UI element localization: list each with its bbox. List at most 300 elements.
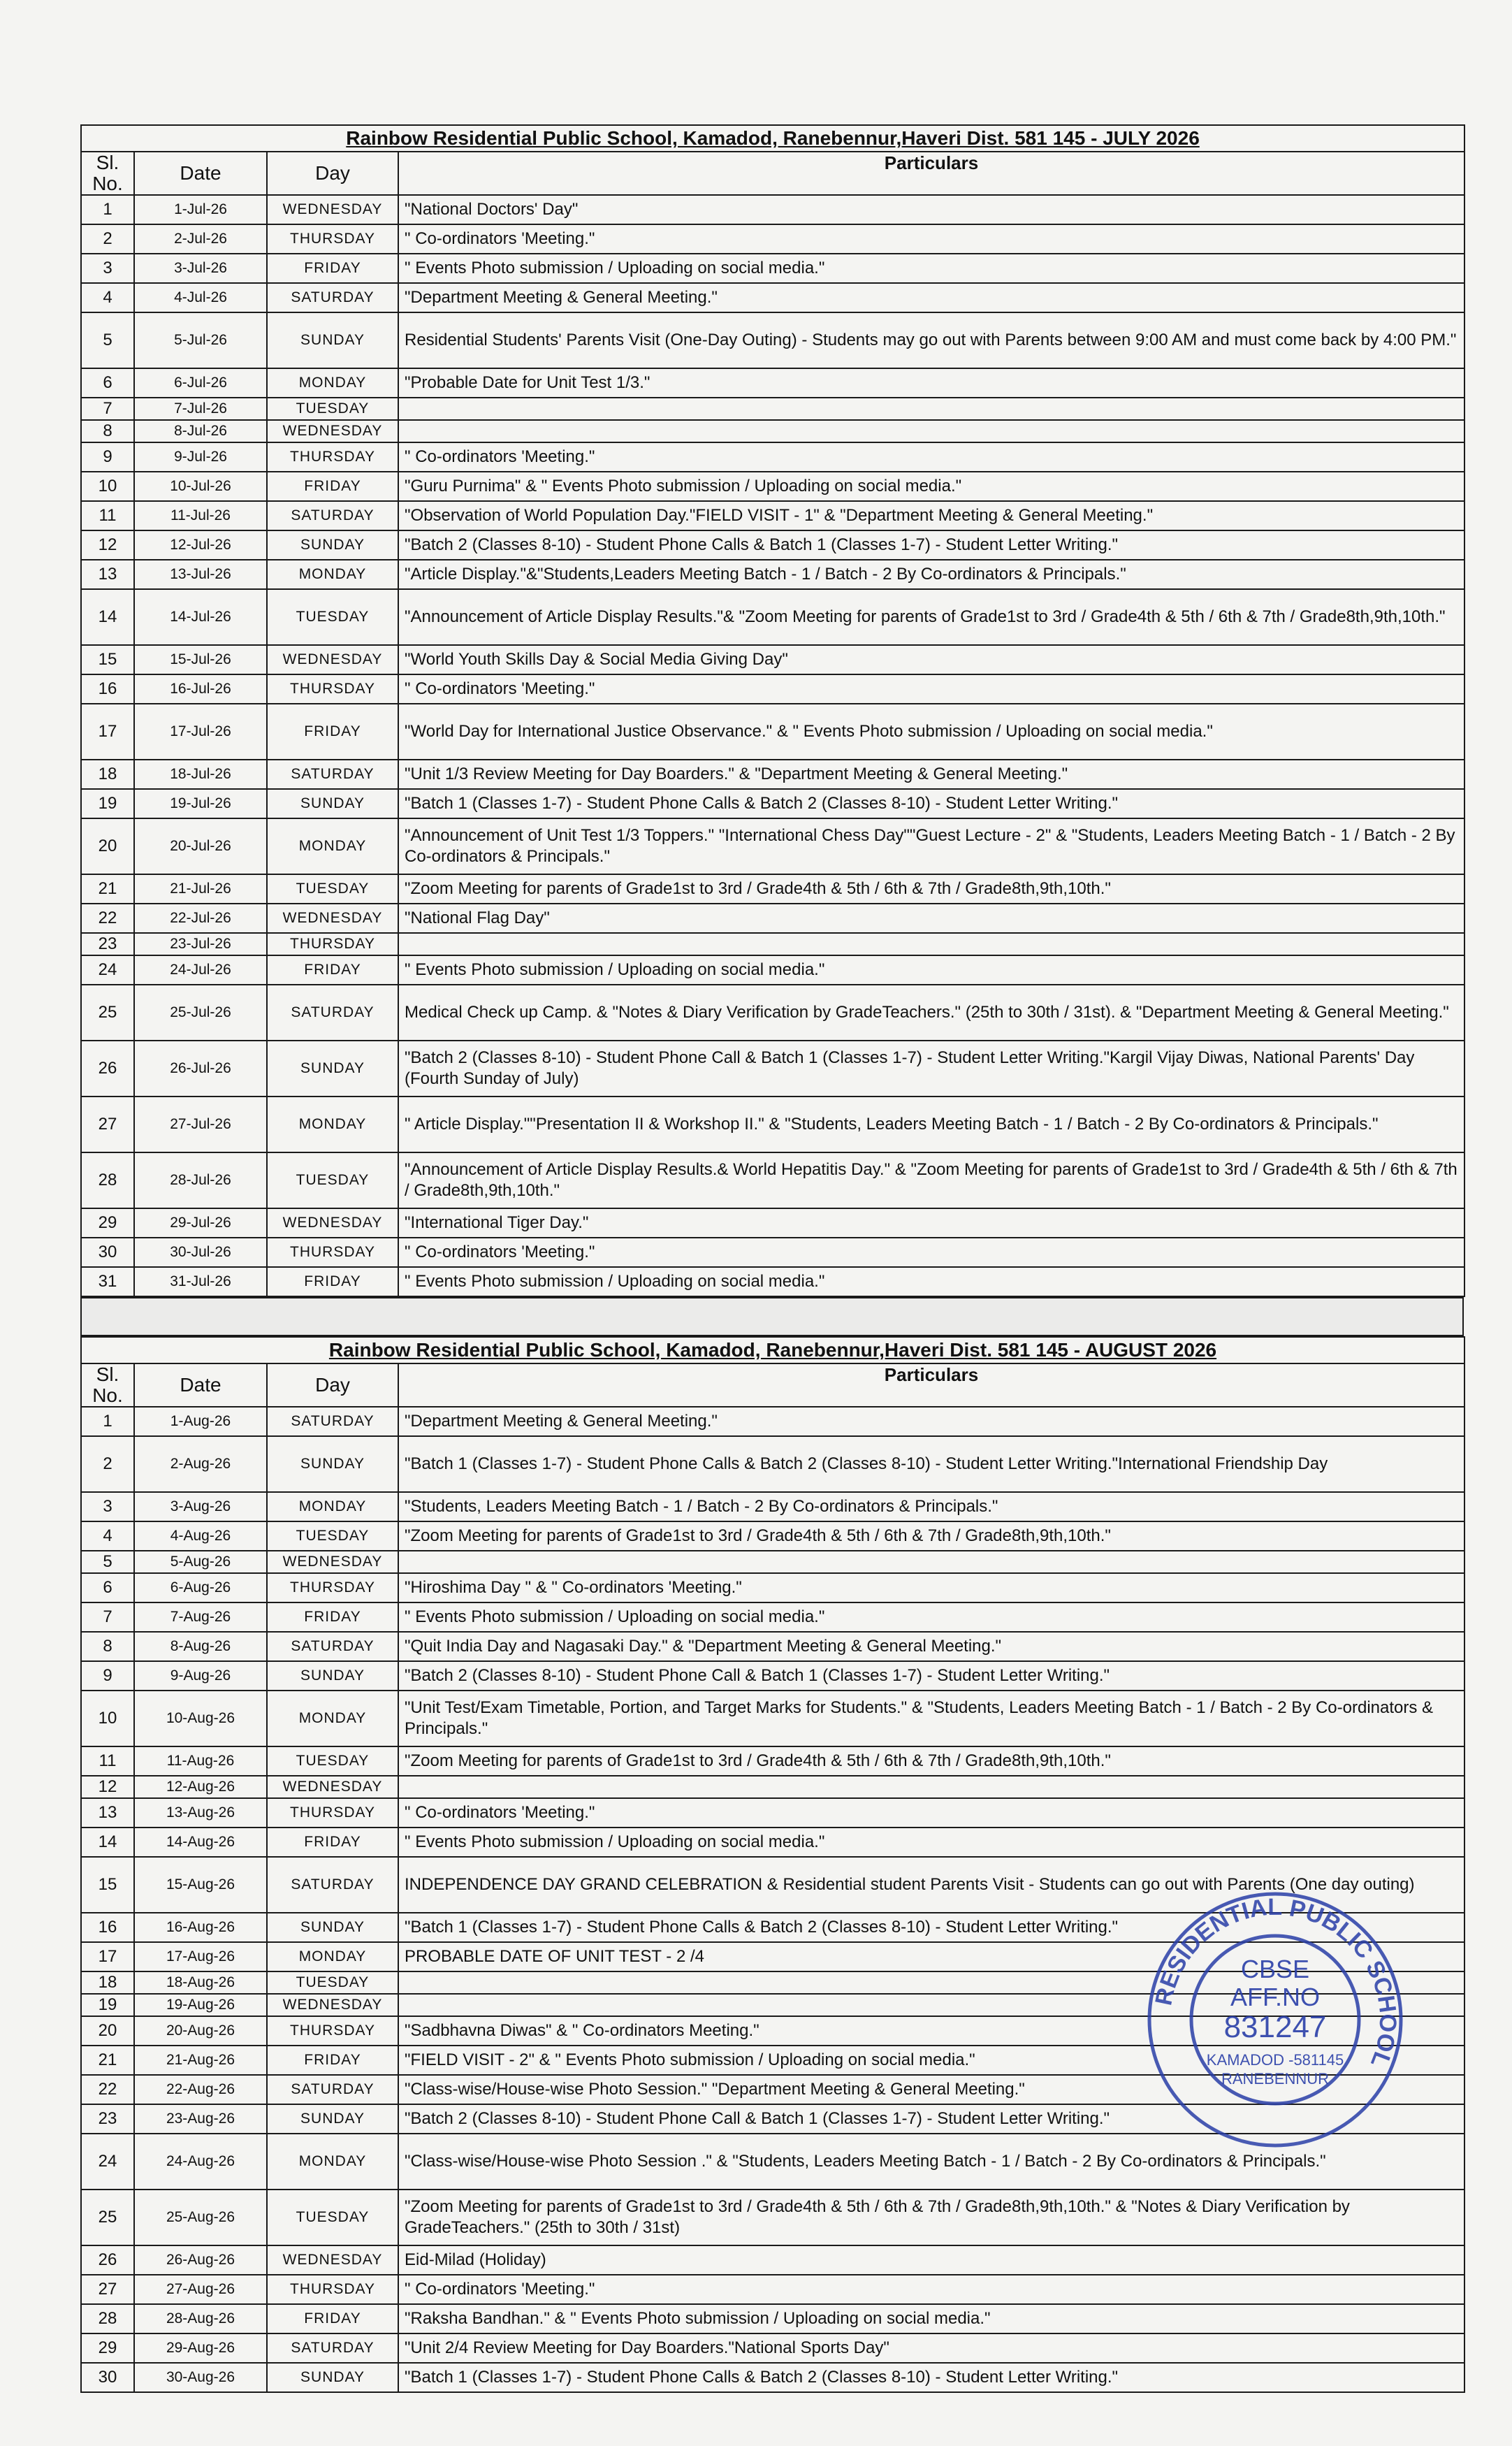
date-cell: 14-Aug-26 <box>134 1828 267 1857</box>
day-cell: MONDAY <box>267 1097 398 1152</box>
day-cell: TUESDAY <box>267 874 398 904</box>
table-row <box>81 1828 1464 1857</box>
date-cell: 18-Jul-26 <box>134 760 267 789</box>
sl-cell: 3 <box>81 1492 134 1521</box>
day-cell: FRIDAY <box>267 1267 398 1296</box>
august-header-row <box>81 1363 1464 1407</box>
date-cell: 7-Jul-26 <box>134 398 267 420</box>
particulars-cell: INDEPENDENCE DAY GRAND CELEBRATION & Residential student Parents Visit - Students can go out with Parents (One day outing) <box>398 1857 1464 1913</box>
day-cell: FRIDAY <box>267 254 398 283</box>
date-cell: 17-Jul-26 <box>134 704 267 760</box>
day-cell: MONDAY <box>267 1691 398 1746</box>
table-row <box>81 501 1464 530</box>
particulars-cell: "Department Meeting & General Meeting." <box>398 283 1464 312</box>
particulars-cell: "Unit Test/Exam Timetable, Portion, and Target Marks for Students." & "Students, Leaders Meeting Batch - 1 / Batch - 2 By Co-ordinators & Principals." <box>398 1691 1464 1746</box>
table-row <box>81 904 1464 933</box>
table-row <box>81 1208 1464 1238</box>
day-cell: SATURDAY <box>267 985 398 1041</box>
table-row <box>81 1521 1464 1551</box>
table-row <box>81 1436 1464 1492</box>
sl-cell: 23 <box>81 933 134 955</box>
sl-cell: 21 <box>81 874 134 904</box>
particulars-cell: Medical Check up Camp. & "Notes & Diary Verification by GradeTeachers." (25th to 30th / 31st). & "Department Meeting & General Meeting." <box>398 985 1464 1041</box>
date-cell: 16-Aug-26 <box>134 1913 267 1942</box>
date-cell: 3-Aug-26 <box>134 1492 267 1521</box>
sl-cell: 25 <box>81 985 134 1041</box>
particulars-cell <box>398 1551 1464 1573</box>
day-cell: TUESDAY <box>267 1971 398 1994</box>
table-row <box>81 645 1464 674</box>
sl-cell: 22 <box>81 2075 134 2104</box>
particulars-cell: " Article Display.""Presentation II & Workshop II." & "Students, Leaders Meeting Batch - 1 / Batch - 2 By Co-ordinators & Principals." <box>398 1097 1464 1152</box>
sl-cell: 22 <box>81 904 134 933</box>
spacer-table <box>80 1297 1464 1336</box>
date-cell: 14-Jul-26 <box>134 589 267 645</box>
date-cell: 11-Jul-26 <box>134 501 267 530</box>
date-cell: 23-Jul-26 <box>134 933 267 955</box>
day-cell: TUESDAY <box>267 1521 398 1551</box>
particulars-cell: " Co-ordinators 'Meeting." <box>398 1238 1464 1267</box>
day-header: Day <box>267 1363 398 1407</box>
table-row <box>81 1602 1464 1632</box>
date-cell: 12-Aug-26 <box>134 1776 267 1798</box>
day-cell: FRIDAY <box>267 2304 398 2333</box>
table-row <box>81 674 1464 704</box>
stamp-line5: RANEBENNUR <box>1221 2070 1330 2087</box>
sl-cell: 2 <box>81 1436 134 1492</box>
sl-cell: 26 <box>81 2245 134 2275</box>
sl-cell: 20 <box>81 818 134 874</box>
sl-cell: 8 <box>81 420 134 442</box>
date-cell: 25-Aug-26 <box>134 2190 267 2245</box>
table-row <box>81 1632 1464 1661</box>
date-cell: 19-Jul-26 <box>134 789 267 818</box>
particulars-cell: "Observation of World Population Day."FIELD VISIT - 1" & "Department Meeting & General Meeting." <box>398 501 1464 530</box>
particulars-cell: " Events Photo submission / Uploading on social media." <box>398 1267 1464 1296</box>
day-cell: MONDAY <box>267 1492 398 1521</box>
day-cell: SATURDAY <box>267 283 398 312</box>
date-cell: 30-Jul-26 <box>134 1238 267 1267</box>
stamp-line2: AFF.NO <box>1230 1983 1321 2011</box>
particulars-cell: "Sadbhavna Diwas" & " Co-ordinators Meeting." <box>398 2016 1464 2046</box>
particulars-cell: "Announcement of Article Display Results.& World Hepatitis Day." & "Zoom Meeting for parents of Grade1st to 3rd / Grade4th & 5th / 6th & 7th / Grade8th,9th,10th." <box>398 1152 1464 1208</box>
particulars-cell: " Co-ordinators 'Meeting." <box>398 674 1464 704</box>
date-cell: 24-Aug-26 <box>134 2134 267 2190</box>
table-row <box>81 760 1464 789</box>
sl-cell: 16 <box>81 674 134 704</box>
date-cell: 16-Jul-26 <box>134 674 267 704</box>
sl-cell: 31 <box>81 1267 134 1296</box>
date-cell: 5-Jul-26 <box>134 312 267 368</box>
date-cell: 26-Aug-26 <box>134 2245 267 2275</box>
sl-cell: 4 <box>81 1521 134 1551</box>
particulars-cell: "Announcement of Unit Test 1/3 Toppers." "International Chess Day""Guest Lecture - 2" & "Students, Leaders Meeting Batch - 1 / Batch - 2 By Co-ordinators & Principals." <box>398 818 1464 874</box>
sl-cell: 14 <box>81 1828 134 1857</box>
particulars-cell <box>398 420 1464 442</box>
particulars-cell: " Events Photo submission / Uploading on social media." <box>398 955 1464 985</box>
table-row <box>81 368 1464 398</box>
day-cell: WEDNESDAY <box>267 1776 398 1798</box>
sl-cell: 30 <box>81 2363 134 2392</box>
sl-cell: 13 <box>81 1798 134 1828</box>
sl-cell: 8 <box>81 1632 134 1661</box>
table-row <box>81 985 1464 1041</box>
table-row <box>81 1798 1464 1828</box>
sl-cell: 13 <box>81 560 134 589</box>
day-cell: WEDNESDAY <box>267 1994 398 2016</box>
sl-cell: 3 <box>81 254 134 283</box>
july-table <box>80 124 1465 1297</box>
day-cell: THURSDAY <box>267 1798 398 1828</box>
sl-cell: 27 <box>81 2275 134 2304</box>
sl-cell: 30 <box>81 1238 134 1267</box>
day-cell: TUESDAY <box>267 398 398 420</box>
particulars-cell: "National Flag Day" <box>398 904 1464 933</box>
date-cell: 24-Jul-26 <box>134 955 267 985</box>
table-row <box>81 2275 1464 2304</box>
table-row <box>81 2245 1464 2275</box>
table-row <box>81 1492 1464 1521</box>
table-row <box>81 224 1464 254</box>
sl-cell: 29 <box>81 1208 134 1238</box>
particulars-cell: "Batch 2 (Classes 8-10) - Student Phone Call & Batch 1 (Classes 1-7) - Student Letter Writing."Kargil Vijay Diwas, National Parents' Day (Fourth Sunday of July) <box>398 1041 1464 1097</box>
particulars-cell: "Article Display."&"Students,Leaders Meeting Batch - 1 / Batch - 2 By Co-ordinators & Principals." <box>398 560 1464 589</box>
day-cell: SATURDAY <box>267 1632 398 1661</box>
day-cell: FRIDAY <box>267 2046 398 2075</box>
date-cell: 15-Aug-26 <box>134 1857 267 1913</box>
table-row <box>81 789 1464 818</box>
sl-cell: 18 <box>81 1971 134 1994</box>
day-cell: THURSDAY <box>267 1573 398 1602</box>
date-cell: 2-Aug-26 <box>134 1436 267 1492</box>
table-row <box>81 1776 1464 1798</box>
date-cell: 1-Aug-26 <box>134 1407 267 1436</box>
table-row <box>81 2046 1464 2075</box>
table-row <box>81 1913 1464 1942</box>
table-row <box>81 1551 1464 1573</box>
day-cell: FRIDAY <box>267 472 398 501</box>
particulars-cell: "Batch 2 (Classes 8-10) - Student Phone Call & Batch 1 (Classes 1-7) - Student Letter Writing." <box>398 1661 1464 1691</box>
table-row <box>81 2333 1464 2363</box>
day-cell: SATURDAY <box>267 1407 398 1436</box>
date-cell: 27-Jul-26 <box>134 1097 267 1152</box>
particulars-cell: "Class-wise/House-wise Photo Session ." & "Students, Leaders Meeting Batch - 1 / Batch - 2 By Co-ordinators & Principals." <box>398 2134 1464 2190</box>
sl-cell: 1 <box>81 195 134 224</box>
date-cell: 21-Aug-26 <box>134 2046 267 2075</box>
particulars-cell: "World Day for International Justice Observance." & " Events Photo submission / Uploading on social media." <box>398 704 1464 760</box>
stamp-line4: KAMADOD -581145 <box>1206 2051 1344 2069</box>
sl-cell: 21 <box>81 2046 134 2075</box>
sl-cell: 11 <box>81 1746 134 1776</box>
particulars-cell: "Zoom Meeting for parents of Grade1st to 3rd / Grade4th & 5th / 6th & 7th / Grade8th,9th,10th." & "Notes & Diary Verification by GradeTeachers." (25th to 30th / 31st) <box>398 2190 1464 2245</box>
sl-cell: 20 <box>81 2016 134 2046</box>
sl-cell: 2 <box>81 224 134 254</box>
date-cell: 8-Jul-26 <box>134 420 267 442</box>
table-row <box>81 312 1464 368</box>
day-cell: MONDAY <box>267 2134 398 2190</box>
date-cell: 29-Aug-26 <box>134 2333 267 2363</box>
day-cell: SATURDAY <box>267 2333 398 2363</box>
date-cell: 10-Jul-26 <box>134 472 267 501</box>
sl-cell: 11 <box>81 501 134 530</box>
date-cell: 12-Jul-26 <box>134 530 267 560</box>
particulars-cell: " Co-ordinators 'Meeting." <box>398 224 1464 254</box>
date-cell: 4-Aug-26 <box>134 1521 267 1551</box>
sl-cell: 9 <box>81 1661 134 1691</box>
sl-cell: 19 <box>81 789 134 818</box>
sl-cell: 12 <box>81 1776 134 1798</box>
day-cell: SUNDAY <box>267 2363 398 2392</box>
sl-cell: 4 <box>81 283 134 312</box>
particulars-cell: "Batch 1 (Classes 1-7) - Student Phone Calls & Batch 2 (Classes 8-10) - Student Letter Writing." <box>398 789 1464 818</box>
sl-cell: 15 <box>81 1857 134 1913</box>
date-cell: 9-Jul-26 <box>134 442 267 472</box>
day-cell: SATURDAY <box>267 760 398 789</box>
date-cell: 19-Aug-26 <box>134 1994 267 2016</box>
day-cell: SUNDAY <box>267 789 398 818</box>
table-row <box>81 1152 1464 1208</box>
particulars-cell: "Batch 1 (Classes 1-7) - Student Phone Calls & Batch 2 (Classes 8-10) - Student Letter Writing."International Friendship Day <box>398 1436 1464 1492</box>
date-header: Date <box>134 152 267 195</box>
particulars-cell: "Quit India Day and Nagasaki Day." & "Department Meeting & General Meeting." <box>398 1632 1464 1661</box>
august-title-row <box>81 1337 1464 1363</box>
day-cell: SUNDAY <box>267 1661 398 1691</box>
particulars-cell: " Co-ordinators 'Meeting." <box>398 1798 1464 1828</box>
particulars-header: Particulars <box>398 152 1464 195</box>
particulars-cell: "FIELD VISIT - 2" & " Events Photo submission / Uploading on social media." <box>398 2046 1464 2075</box>
sl-cell: 24 <box>81 2134 134 2190</box>
stamp-ring-text: RESIDENTIAL PUBLIC SCHOOL <box>1150 1893 1402 2071</box>
day-cell: TUESDAY <box>267 1152 398 1208</box>
sl-cell: 14 <box>81 589 134 645</box>
sl-cell: 29 <box>81 2333 134 2363</box>
particulars-cell: "Batch 1 (Classes 1-7) - Student Phone Calls & Batch 2 (Classes 8-10) - Student Letter Writing." <box>398 1913 1464 1942</box>
table-row <box>81 420 1464 442</box>
particulars-cell: "International Tiger Day." <box>398 1208 1464 1238</box>
day-cell: TUESDAY <box>267 589 398 645</box>
date-cell: 6-Aug-26 <box>134 1573 267 1602</box>
table-row <box>81 398 1464 420</box>
date-cell: 4-Jul-26 <box>134 283 267 312</box>
date-cell: 20-Aug-26 <box>134 2016 267 2046</box>
sl-cell: 18 <box>81 760 134 789</box>
sl-cell: 25 <box>81 2190 134 2245</box>
particulars-cell: "Unit 1/3 Review Meeting for Day Boarders." & "Department Meeting & General Meeting." <box>398 760 1464 789</box>
table-row <box>81 2134 1464 2190</box>
day-cell: SUNDAY <box>267 1913 398 1942</box>
stamp-line3: 831247 <box>1223 2010 1327 2044</box>
sl-cell: 7 <box>81 398 134 420</box>
sl-cell: 15 <box>81 645 134 674</box>
date-cell: 5-Aug-26 <box>134 1551 267 1573</box>
date-cell: 22-Aug-26 <box>134 2075 267 2104</box>
particulars-cell: "Announcement of Article Display Results."& "Zoom Meeting for parents of Grade1st to 3rd / Grade4th & 5th / 6th & 7th / Grade8th,9th,10th." <box>398 589 1464 645</box>
table-row <box>81 2304 1464 2333</box>
sl-cell: 1 <box>81 1407 134 1436</box>
date-cell: 10-Aug-26 <box>134 1691 267 1746</box>
day-cell: SATURDAY <box>267 501 398 530</box>
sl-header: Sl. No. <box>81 152 134 195</box>
particulars-cell: "National Doctors' Day" <box>398 195 1464 224</box>
date-cell: 13-Jul-26 <box>134 560 267 589</box>
day-cell: FRIDAY <box>267 1602 398 1632</box>
sl-cell: 6 <box>81 368 134 398</box>
particulars-cell: "Students, Leaders Meeting Batch - 1 / Batch - 2 By Co-ordinators & Principals." <box>398 1492 1464 1521</box>
sl-cell: 9 <box>81 442 134 472</box>
date-cell: 25-Jul-26 <box>134 985 267 1041</box>
july-title-row <box>81 125 1464 152</box>
day-cell: THURSDAY <box>267 674 398 704</box>
particulars-cell: "Probable Date for Unit Test 1/3." <box>398 368 1464 398</box>
table-row <box>81 1573 1464 1602</box>
day-cell: TUESDAY <box>267 1746 398 1776</box>
sl-cell: 19 <box>81 1994 134 2016</box>
particulars-cell: "Raksha Bandhan." & " Events Photo submission / Uploading on social media." <box>398 2304 1464 2333</box>
day-cell: MONDAY <box>267 560 398 589</box>
day-cell: FRIDAY <box>267 1828 398 1857</box>
date-cell: 21-Jul-26 <box>134 874 267 904</box>
particulars-cell: Eid-Milad (Holiday) <box>398 2245 1464 2275</box>
date-cell: 15-Jul-26 <box>134 645 267 674</box>
day-cell: WEDNESDAY <box>267 904 398 933</box>
sl-cell: 10 <box>81 1691 134 1746</box>
day-cell: FRIDAY <box>267 704 398 760</box>
table-row <box>81 560 1464 589</box>
table-row <box>81 195 1464 224</box>
sl-cell: 7 <box>81 1602 134 1632</box>
day-cell: SATURDAY <box>267 2075 398 2104</box>
sl-cell: 12 <box>81 530 134 560</box>
table-row <box>81 283 1464 312</box>
day-cell: THURSDAY <box>267 933 398 955</box>
date-cell: 13-Aug-26 <box>134 1798 267 1828</box>
particulars-cell <box>398 398 1464 420</box>
particulars-cell <box>398 1776 1464 1798</box>
sl-cell: 5 <box>81 312 134 368</box>
day-cell: MONDAY <box>267 818 398 874</box>
day-cell: THURSDAY <box>267 2275 398 2304</box>
calendar-sheet <box>80 124 1464 2393</box>
day-cell: WEDNESDAY <box>267 1208 398 1238</box>
sl-cell: 23 <box>81 2104 134 2134</box>
sl-cell: 17 <box>81 704 134 760</box>
table-row <box>81 1097 1464 1152</box>
day-cell: WEDNESDAY <box>267 1551 398 1573</box>
table-row <box>81 1971 1464 1994</box>
particulars-cell: "Department Meeting & General Meeting." <box>398 1407 1464 1436</box>
sl-cell: 28 <box>81 1152 134 1208</box>
table-row <box>81 442 1464 472</box>
particulars-cell: "Unit 2/4 Review Meeting for Day Boarders."National Sports Day" <box>398 2333 1464 2363</box>
particulars-cell: " Events Photo submission / Uploading on social media." <box>398 254 1464 283</box>
date-cell: 11-Aug-26 <box>134 1746 267 1776</box>
particulars-cell <box>398 1994 1464 2016</box>
day-cell: SATURDAY <box>267 1857 398 1913</box>
date-cell: 8-Aug-26 <box>134 1632 267 1661</box>
particulars-cell: " Events Photo submission / Uploading on social media." <box>398 1602 1464 1632</box>
sl-cell: 6 <box>81 1573 134 1602</box>
table-row <box>81 2190 1464 2245</box>
day-cell: WEDNESDAY <box>267 195 398 224</box>
table-row <box>81 818 1464 874</box>
particulars-cell: PROBABLE DATE OF UNIT TEST - 2 /4 <box>398 1942 1464 1971</box>
table-row <box>81 1942 1464 1971</box>
day-cell: WEDNESDAY <box>267 2245 398 2275</box>
particulars-cell: "Zoom Meeting for parents of Grade1st to 3rd / Grade4th & 5th / 6th & 7th / Grade8th,9th,10th." <box>398 1521 1464 1551</box>
table-row <box>81 2104 1464 2134</box>
particulars-cell: " Events Photo submission / Uploading on social media." <box>398 1828 1464 1857</box>
date-cell: 26-Jul-26 <box>134 1041 267 1097</box>
august-title: Rainbow Residential Public School, Kamadod, Ranebennur,Haveri Dist. 581 145 - AUGUST 2026 <box>81 1337 1464 1363</box>
date-cell: 2-Jul-26 <box>134 224 267 254</box>
july-header-row <box>81 152 1464 195</box>
table-row <box>81 1041 1464 1097</box>
day-cell: SUNDAY <box>267 2104 398 2134</box>
sl-cell: 24 <box>81 955 134 985</box>
day-cell: SUNDAY <box>267 530 398 560</box>
day-header: Day <box>267 152 398 195</box>
date-cell: 3-Jul-26 <box>134 254 267 283</box>
table-row <box>81 1746 1464 1776</box>
particulars-cell <box>398 933 1464 955</box>
day-cell: SUNDAY <box>267 312 398 368</box>
table-row <box>81 2016 1464 2046</box>
day-cell: THURSDAY <box>267 2016 398 2046</box>
table-row <box>81 1661 1464 1691</box>
particulars-cell: "Zoom Meeting for parents of Grade1st to 3rd / Grade4th & 5th / 6th & 7th / Grade8th,9th,10th." <box>398 874 1464 904</box>
date-cell: 18-Aug-26 <box>134 1971 267 1994</box>
table-row <box>81 704 1464 760</box>
particulars-cell: "Class-wise/House-wise Photo Session." "Department Meeting & General Meeting." <box>398 2075 1464 2104</box>
date-cell: 17-Aug-26 <box>134 1942 267 1971</box>
table-row <box>81 472 1464 501</box>
august-table <box>80 1336 1465 2393</box>
table-row <box>81 1407 1464 1436</box>
day-cell: SUNDAY <box>267 1041 398 1097</box>
table-row <box>81 1238 1464 1267</box>
day-cell: WEDNESDAY <box>267 645 398 674</box>
day-cell: FRIDAY <box>267 955 398 985</box>
day-cell: THURSDAY <box>267 224 398 254</box>
table-row <box>81 955 1464 985</box>
sl-cell: 26 <box>81 1041 134 1097</box>
date-cell: 31-Jul-26 <box>134 1267 267 1296</box>
particulars-cell: " Co-ordinators 'Meeting." <box>398 442 1464 472</box>
day-cell: WEDNESDAY <box>267 420 398 442</box>
sl-cell: 16 <box>81 1913 134 1942</box>
date-cell: 20-Jul-26 <box>134 818 267 874</box>
particulars-cell: "Batch 2 (Classes 8-10) - Student Phone Calls & Batch 1 (Classes 1-7) - Student Letter Writing." <box>398 530 1464 560</box>
particulars-cell: "Batch 1 (Classes 1-7) - Student Phone Calls & Batch 2 (Classes 8-10) - Student Letter Writing." <box>398 2363 1464 2392</box>
particulars-cell: "Zoom Meeting for parents of Grade1st to 3rd / Grade4th & 5th / 6th & 7th / Grade8th,9th,10th." <box>398 1746 1464 1776</box>
sl-cell: 28 <box>81 2304 134 2333</box>
particulars-cell: "Guru Purnima" & " Events Photo submission / Uploading on social media." <box>398 472 1464 501</box>
table-row <box>81 933 1464 955</box>
section-spacer <box>81 1298 1463 1336</box>
date-cell: 28-Jul-26 <box>134 1152 267 1208</box>
date-cell: 30-Aug-26 <box>134 2363 267 2392</box>
date-cell: 6-Jul-26 <box>134 368 267 398</box>
particulars-cell: Residential Students' Parents Visit (One-Day Outing) - Students may go out with Parents between 9:00 AM and must come back by 4:00 PM." <box>398 312 1464 368</box>
particulars-cell <box>398 1971 1464 1994</box>
date-cell: 22-Jul-26 <box>134 904 267 933</box>
date-cell: 7-Aug-26 <box>134 1602 267 1632</box>
particulars-header: Particulars <box>398 1363 1464 1407</box>
sl-cell: 5 <box>81 1551 134 1573</box>
table-row <box>81 2075 1464 2104</box>
table-row <box>81 2363 1464 2392</box>
day-cell: MONDAY <box>267 368 398 398</box>
